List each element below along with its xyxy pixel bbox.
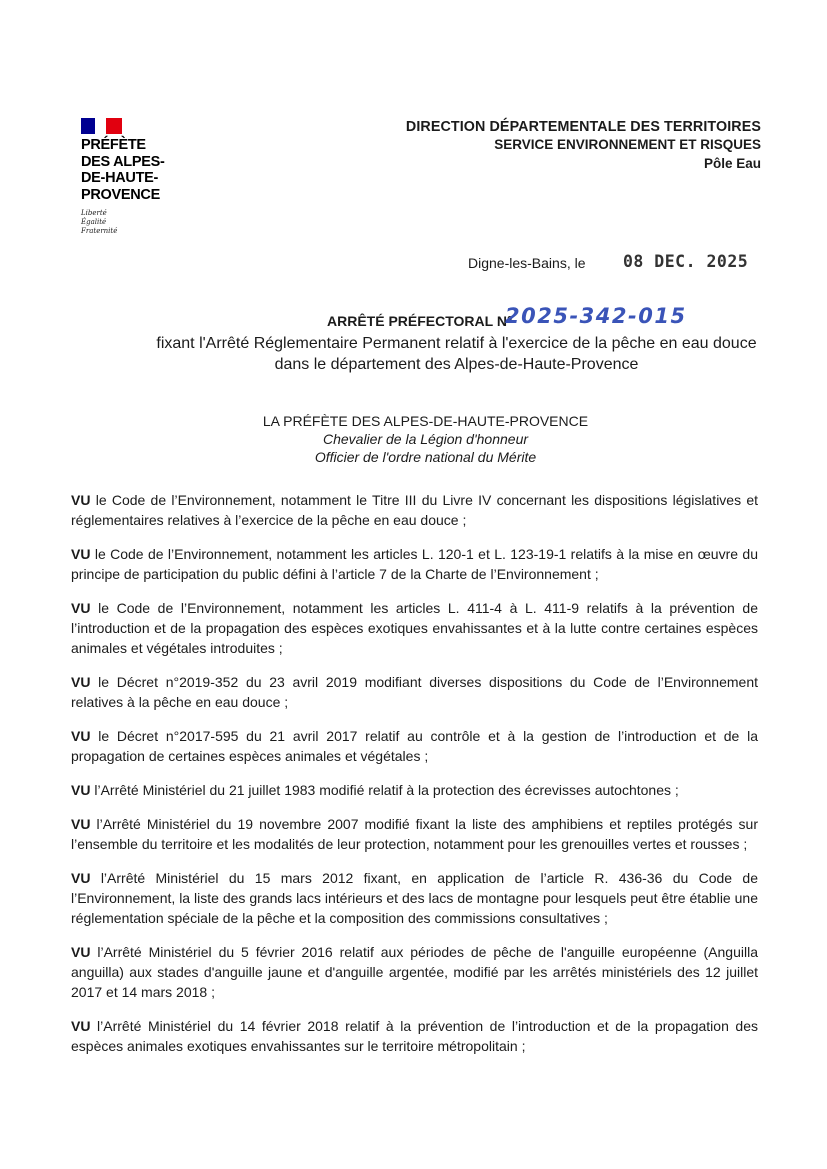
motto-line: Fraternité xyxy=(81,227,118,235)
visa-text: l’Arrêté Ministériel du 21 juillet 1983 modifié relatif à la protection des écrevisses autochtones ; xyxy=(94,782,679,798)
arrete-label: ARRÊTÉ PRÉFECTORAL N° xyxy=(327,313,513,329)
visa-prefix: VU xyxy=(71,870,91,886)
visa-text: l’Arrêté Ministériel du 14 février 2018 relatif à la prévention de l’introduction et de la propagation des espèces animales exotiques envahissantes sur le territoire métropolitain ; xyxy=(71,1018,759,1054)
arrete-heading xyxy=(327,304,687,329)
date-place: Digne-les-Bains, le xyxy=(468,255,586,271)
visa-paragraph xyxy=(71,780,758,800)
visa-paragraph xyxy=(71,598,758,658)
visa-paragraph xyxy=(71,490,758,530)
motto-line: Égalité xyxy=(81,218,107,226)
republic-flag-icon xyxy=(81,118,122,134)
visa-prefix: VU xyxy=(71,492,91,508)
visa-paragraph xyxy=(71,1016,758,1056)
visas-section xyxy=(71,490,758,1056)
prefecture-name-line: DES ALPES- xyxy=(81,153,165,170)
visa-prefix: VU xyxy=(71,674,91,690)
visa-prefix: VU xyxy=(71,816,91,832)
direction-name: DIRECTION DÉPARTEMENTALE DES TERRITOIRES xyxy=(405,119,761,135)
visa-prefix: VU xyxy=(71,944,91,960)
visa-prefix: VU xyxy=(71,546,91,562)
prefecture-logo xyxy=(81,118,201,236)
visa-text: le Code de l’Environnement, notamment les articles L. 411-4 à L. 411-9 relatifs à la prévention de l’introduction et de la propagation des espèces exotiques envahissantes et à la lutte contre certaines espèces animales et végétales introduites ; xyxy=(71,600,759,656)
motto-line: Liberté xyxy=(81,209,107,217)
prefecture-name-line: PROVENCE xyxy=(81,186,160,203)
date-stamp: 08 DEC. 2025 xyxy=(623,252,749,271)
issuing-service xyxy=(406,118,761,173)
visa-prefix: VU xyxy=(71,782,91,798)
visa-text: l’Arrêté Ministériel du 19 novembre 2007 modifié fixant la liste des amphibiens et reptiles protégés sur l’ensemble du territoire et les modalités de leur protection, notamment pour les grenouilles vertes et rousses ; xyxy=(71,816,759,852)
subject-line: fixant l'Arrêté Réglementaire Permanent relatif à l'exercice de la pêche en eau douce xyxy=(156,335,757,352)
document-date xyxy=(468,252,749,271)
arrete-number: 2025-342-015 xyxy=(505,304,687,328)
visa-paragraph xyxy=(71,868,758,928)
visa-text: le Décret n°2017-595 du 21 avril 2017 relatif au contrôle et à la gestion de l’introduction et de la propagation de certaines espèces animales et végétales ; xyxy=(71,728,758,764)
visa-text: le Décret n°2019-352 du 23 avril 2019 modifiant diverses dispositions du Code de l’Environnement relatives à la pêche en eau douce ; xyxy=(71,674,758,710)
visa-prefix: VU xyxy=(71,1018,91,1034)
authority-honor: Officier de l'ordre national du Mérite xyxy=(314,449,537,465)
pole-name: Pôle Eau xyxy=(703,156,761,171)
subject-line: dans le département des Alpes-de-Haute-Provence xyxy=(274,356,639,373)
prefecture-name-line: PRÉFÈTE xyxy=(81,137,146,153)
visa-prefix: VU xyxy=(71,728,91,744)
visa-text: l’Arrêté Ministériel du 15 mars 2012 fixant, en application de l’article R. 436-36 du Code de l’Environnement, la liste des grands lacs intérieurs et des lacs de montagne pour lesquels peut être établie une réglementation spéciale de la pêche et la composition des commissions consultatives ; xyxy=(71,870,759,926)
visa-prefix: VU xyxy=(71,600,91,616)
visa-text: le Code de l’Environnement, notamment les articles L. 120-1 et L. 123-19-1 relatifs à la mise en œuvre du principe de participation du public défini à l’article 7 de la Charte de l’Environnement ; xyxy=(71,546,758,582)
republic-motto xyxy=(81,209,201,236)
authority-honor: Chevalier de la Légion d'honneur xyxy=(322,431,529,447)
prefecture-name-line: DE-HAUTE- xyxy=(81,170,159,186)
arrete-subject xyxy=(0,333,827,375)
signing-authority xyxy=(0,412,827,466)
visa-paragraph xyxy=(71,814,758,854)
prefecture-name xyxy=(81,137,201,203)
service-name: SERVICE ENVIRONNEMENT ET RISQUES xyxy=(494,137,761,152)
authority-name: LA PRÉFÈTE DES ALPES-DE-HAUTE-PROVENCE xyxy=(262,413,589,429)
visa-paragraph xyxy=(71,942,758,1002)
visa-text: le Code de l’Environnement, notamment le Titre III du Livre IV concernant les dispositions législatives et réglementaires relatives à l’exercice de la pêche en eau douce ; xyxy=(71,492,759,528)
visa-text: l’Arrêté Ministériel du 5 février 2016 relatif aux périodes de pêche de l'anguille européenne (Anguilla anguilla) aux stades d'anguille jaune et d'anguille argentée, modifié par les arrêtés ministériels des 12 juillet 2017 et 14 mars 2018 ; xyxy=(71,944,758,1000)
visa-paragraph xyxy=(71,672,758,712)
visa-paragraph xyxy=(71,726,758,766)
visa-paragraph xyxy=(71,544,758,584)
